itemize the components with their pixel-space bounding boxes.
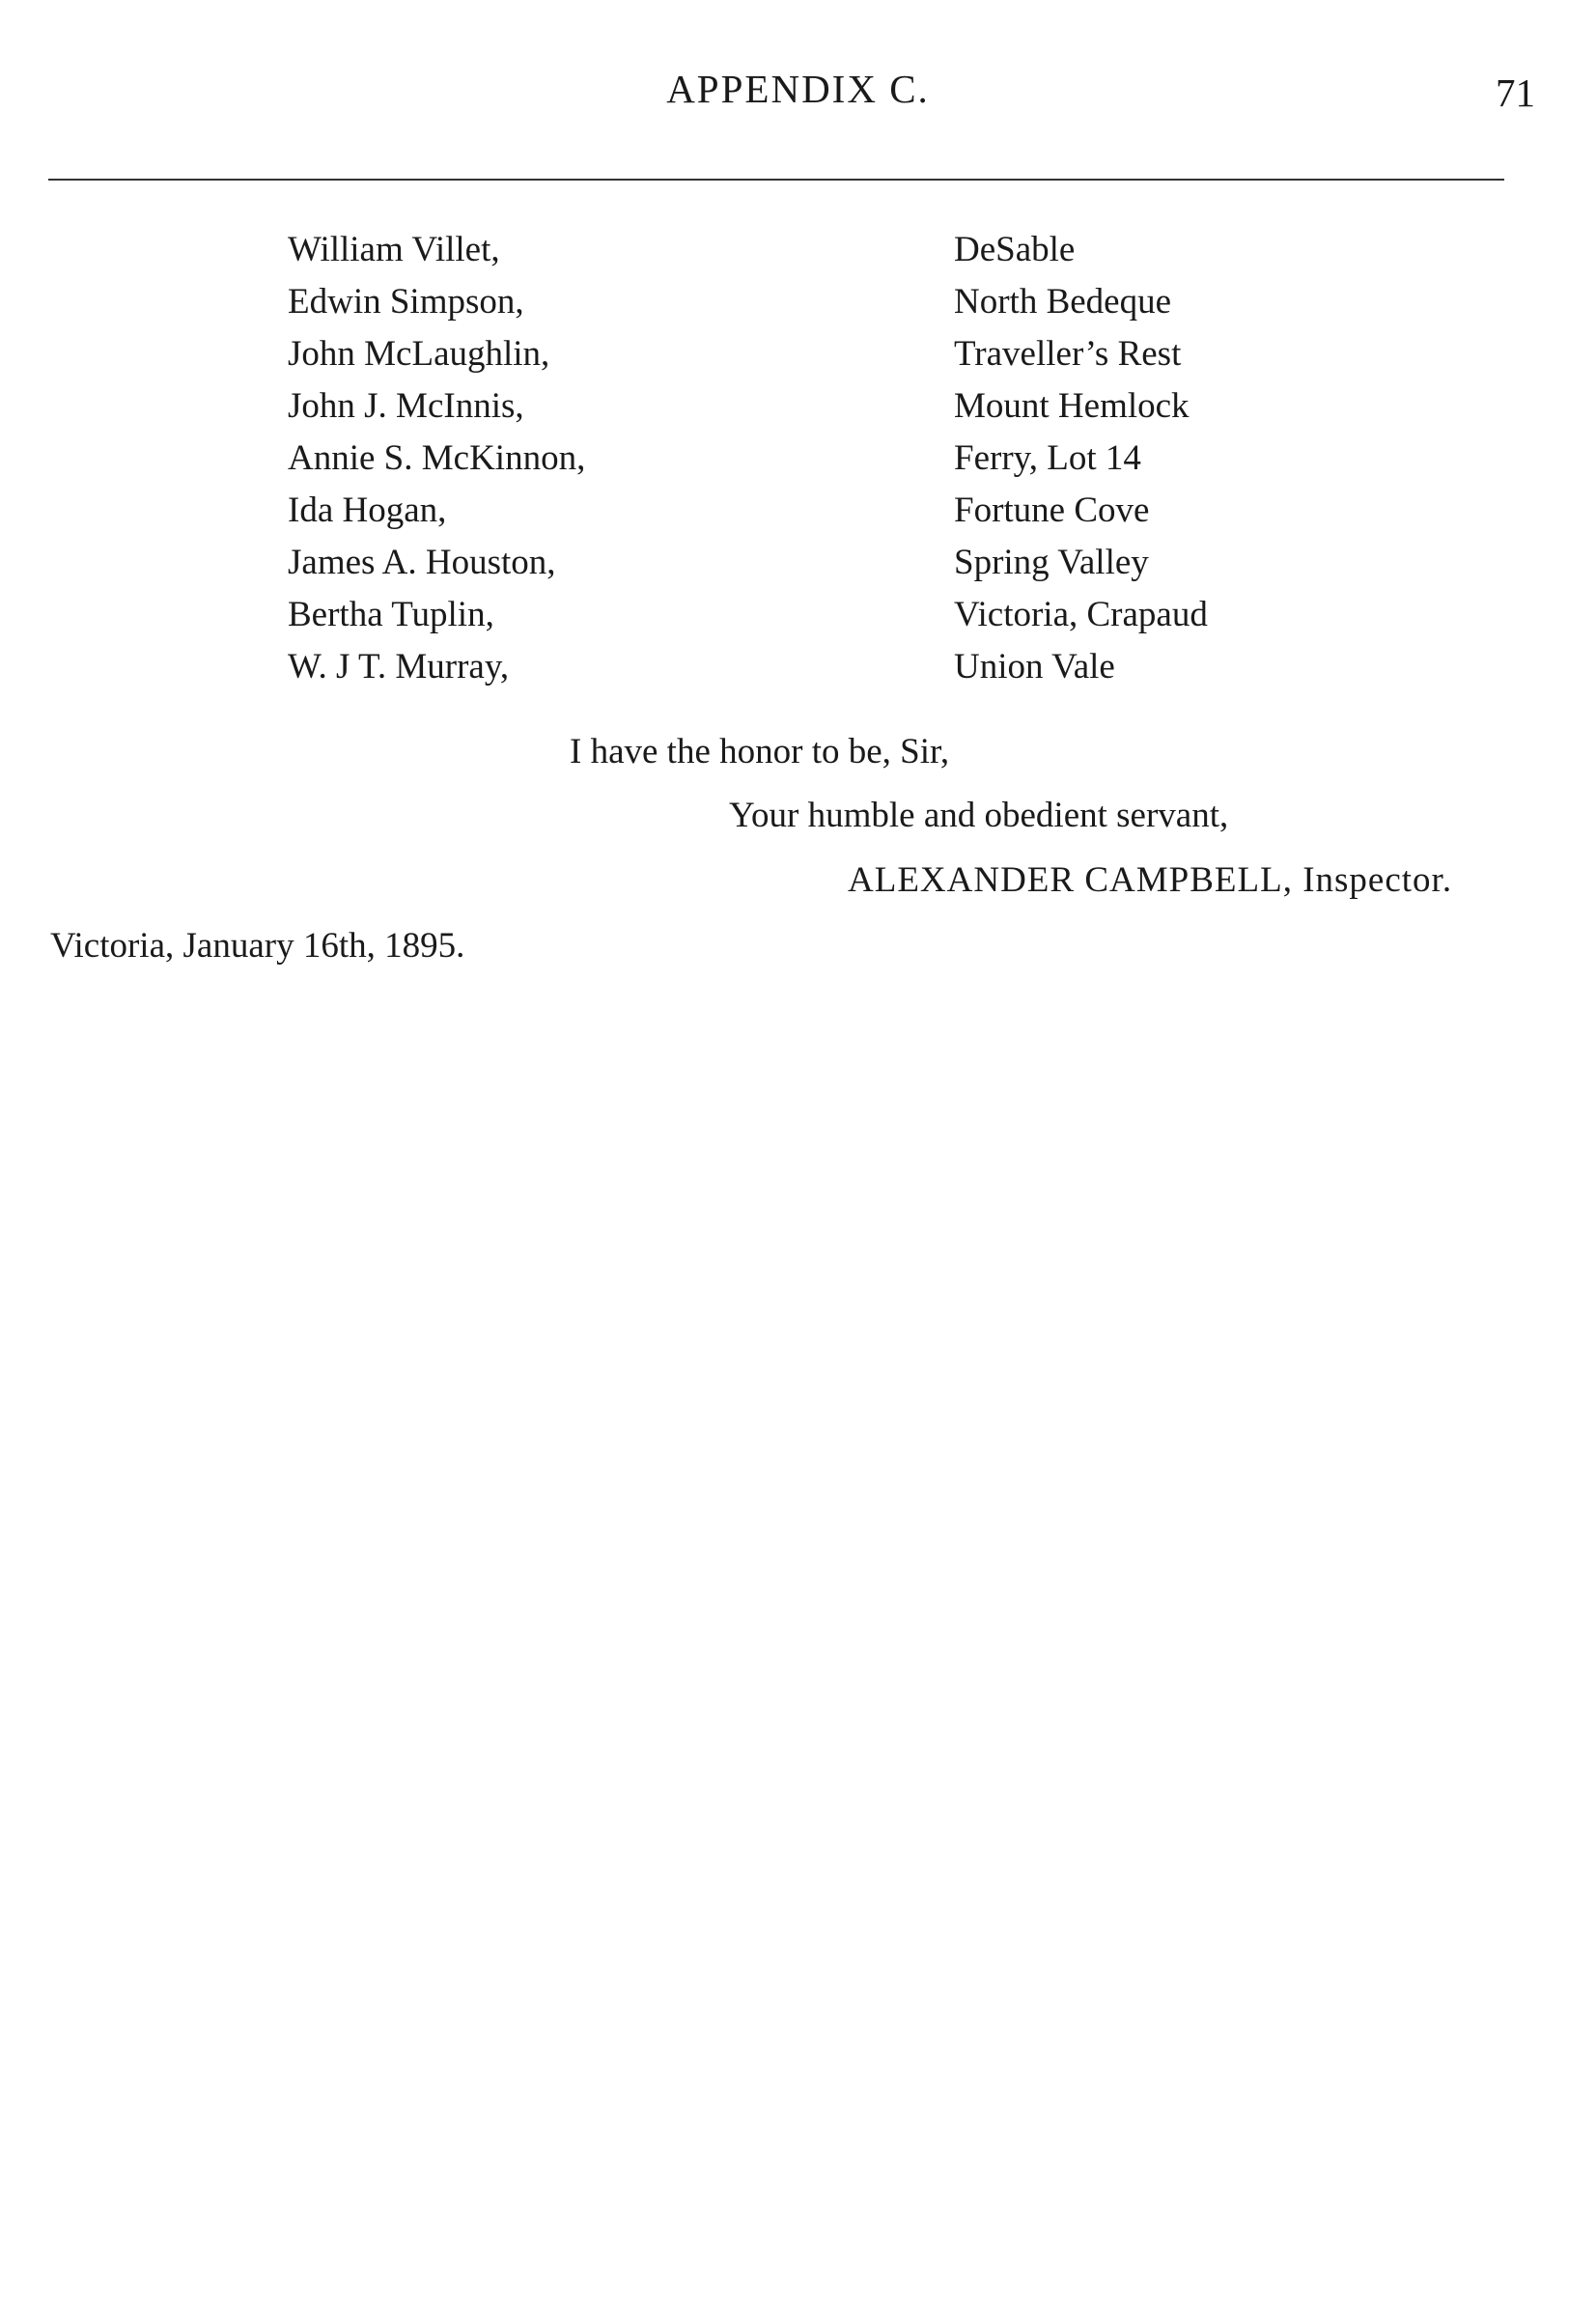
closing-servant-line: Your humble and obedient servant, [729,796,1229,835]
list-item [0,224,1596,276]
teacher-name: John McLaughlin, [288,334,550,374]
closing-salutation: I have the honor to be, Sir, [570,732,950,771]
school-location: Ferry, Lot 14 [954,438,1141,478]
list-item [0,328,1596,380]
school-location: Spring Valley [954,543,1149,582]
list-item [0,485,1596,537]
list-item [0,276,1596,328]
teacher-name: Edwin Simpson, [288,282,524,322]
list-item [0,641,1596,693]
teacher-name: W. J T. Murray, [288,647,510,687]
teacher-list [0,224,1596,693]
list-item [0,380,1596,433]
school-location: Traveller’s Rest [954,334,1182,374]
list-item [0,433,1596,485]
list-item [0,537,1596,589]
teacher-name: Bertha Tuplin, [288,595,494,634]
page-header-title: APPENDIX C. [666,67,930,111]
teacher-name: William Villet, [288,230,500,269]
school-location: Victoria, Crapaud [954,595,1208,634]
teacher-name: Ida Hogan, [288,491,447,530]
teacher-name: James A. Houston, [288,543,556,582]
school-location: DeSable [954,230,1076,269]
date-line: Victoria, January 16th, 1895. [50,926,465,966]
list-item [0,589,1596,641]
signature-line: ALEXANDER CAMPBELL, Inspector. [848,860,1453,900]
school-location: Fortune Cove [954,491,1150,530]
header-divider [48,179,1504,181]
school-location: Union Vale [954,647,1115,687]
school-location: North Bedeque [954,282,1172,322]
teacher-name: John J. McInnis, [288,386,524,426]
teacher-name: Annie S. McKinnon, [288,438,586,478]
page-number: 71 [1496,70,1535,115]
school-location: Mount Hemlock [954,386,1190,426]
